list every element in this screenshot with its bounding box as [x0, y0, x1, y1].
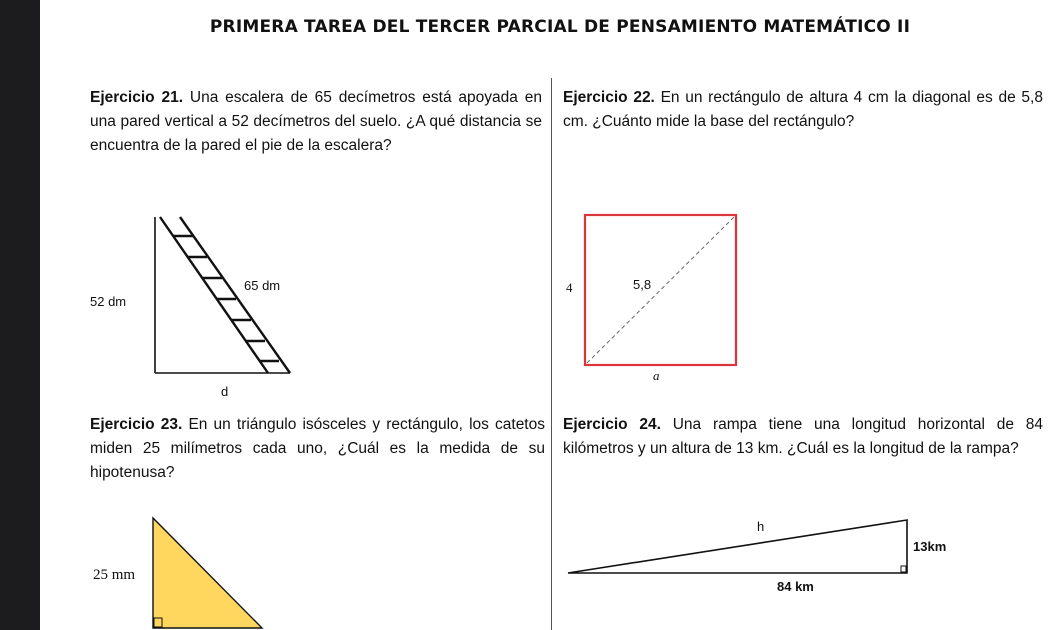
exercise-23-text: En un triángulo isósceles y rectángulo, los catetos miden 25 milímetros cada uno, ¿Cuál es la medida de su hipotenusa? — [90, 416, 545, 481]
page-title: PRIMERA TAREA DEL TERCER PARCIAL DE PENSAMIENTO MATEMÁTICO II — [209, 17, 911, 37]
column-divider — [551, 78, 552, 630]
ladder-figure — [80, 205, 310, 415]
exercise-23-heading: Ejercicio 23. — [90, 416, 183, 433]
ladder-label: 65 dm — [244, 278, 281, 293]
exercise-23 — [90, 413, 545, 485]
isosceles-triangle-figure — [90, 515, 270, 630]
ladder-icon — [160, 217, 290, 373]
hyp-label: h — [757, 519, 765, 534]
ramp-height-label: 13km — [913, 539, 947, 554]
rectangle-figure — [560, 210, 760, 385]
exercise-22-heading: Ejercicio 22. — [563, 89, 655, 106]
wall-label: 52 dm — [90, 294, 127, 309]
ramp-figure — [565, 515, 965, 595]
exercise-21 — [90, 86, 542, 158]
ramp-triangle — [568, 520, 907, 573]
diagonal-label: 5,8 — [633, 277, 652, 292]
base-label-a: a — [653, 368, 660, 383]
leg-label: 25 mm — [93, 567, 136, 583]
height-label: 4 — [566, 280, 573, 295]
exercise-24 — [563, 413, 1043, 461]
base-label: d — [221, 384, 229, 399]
exercise-21-heading: Ejercicio 21. — [90, 89, 184, 106]
exercise-22 — [563, 86, 1043, 134]
left-dark-bar — [0, 0, 40, 630]
exercise-22-text: En un rectángulo de altura 4 cm la diagonal es de 5,8 cm. ¿Cuánto mide la base del rectángulo? — [563, 89, 1043, 130]
exercise-24-heading: Ejercicio 24. — [563, 416, 661, 433]
exercise-24-text: Una rampa tiene una longitud horizontal de 84 kilómetros y un altura de 13 km. ¿Cuál es la longitud de la rampa? — [563, 416, 1043, 457]
ramp-base-label: 84 km — [777, 579, 814, 594]
diagonal-line — [587, 217, 734, 363]
exercise-21-text: Una escalera de 65 decímetros está apoyada en una pared vertical a 52 decímetros del suelo. ¿A qué distancia se encuentra de la pared el pie de la escalera? — [90, 89, 542, 154]
yellow-triangle — [153, 518, 262, 628]
